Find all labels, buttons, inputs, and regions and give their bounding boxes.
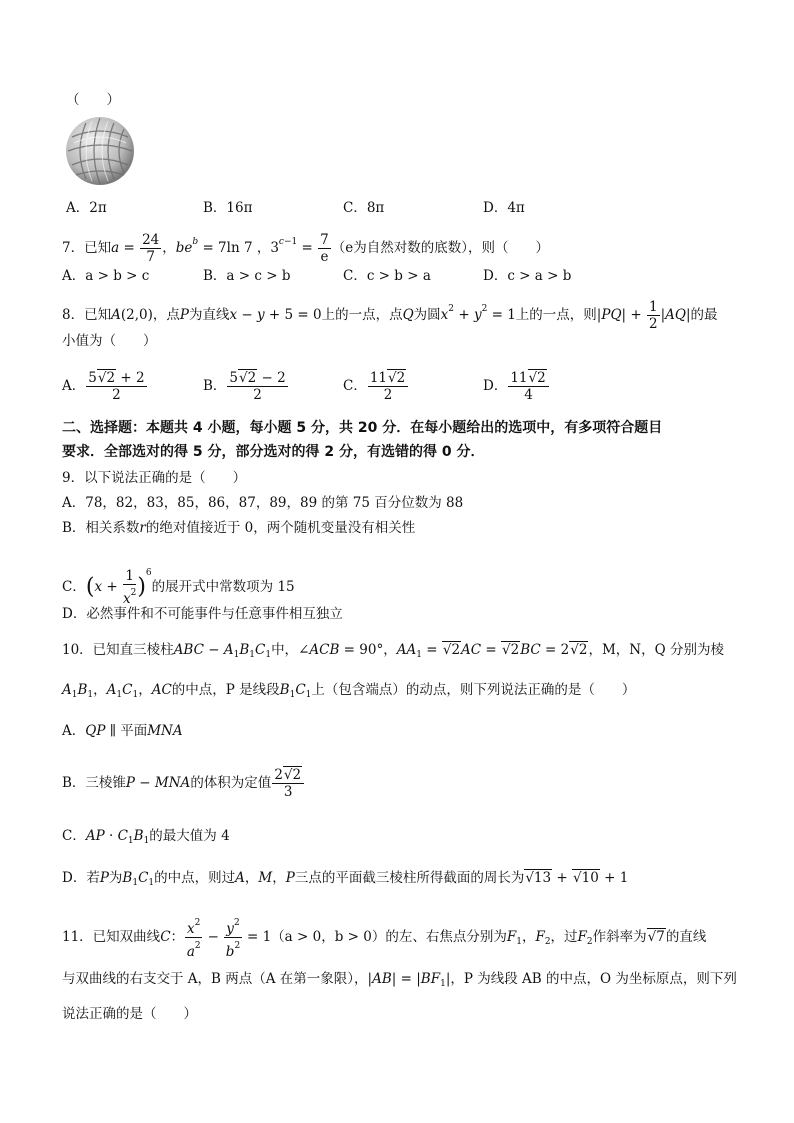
q8-option-a: A． $\frac{5√2 + 2}{2}$ — [62, 370, 145, 403]
q7-stem: 7．已知a = $\frac{24}{7}$ ，$be^b = 7\ln$ 7 ，$3^{c-1}$ = $\frac{7}{e}$ （e为自然对数的底数），则（ ） — [62, 232, 549, 265]
q8-stem: 8．已知A(2,0)，点P为直线x − y + 5 = 0上的一点，点Q为圆$x^2 + y^2 = 1$上的一点，则|PQ| + $\frac{1}{2}$ |AQ|的最 — [62, 299, 718, 332]
q6-option-a: A．2π — [66, 200, 107, 216]
q6-option-d: D．4π — [483, 200, 525, 216]
q10-stem-line2: $A_1B_1$，$A_1C_1$，AC的中点，P 是线段$B_1C_1$上（包含端点）的动点，则下列说法正确的是（ ） — [62, 682, 636, 700]
section-2-heading-line2: 要求．全部选对的得 5 分，部分选对的得 2 分，有选错的得 0 分． — [62, 444, 485, 460]
q11-stem: 11．已知双曲线C： $\frac{x^2}{a^2}$ − $\frac{y^2}{b^2}$ = 1（a > 0，b > 0）的左、右焦点分别为$F_1$，$F_2$，过$F_2$作斜率为√7的直线 — [62, 915, 706, 960]
q10-option-d: D．若P为$B_1C_1$的中点，则过A，M，P三点的平面截三棱柱所得截面的周长为√13 + √10 + 1 — [62, 870, 629, 888]
q9-stem: 9．以下说法正确的是（ ） — [62, 470, 247, 486]
q7-option-d: D．c > a > b — [483, 268, 572, 284]
q8-option-d: D． $\frac{11√2}{4}$ — [483, 368, 550, 404]
q7-option-b: B．a > c > b — [203, 268, 291, 284]
q10-option-b: B．三棱锥P − MNA的体积为定值 $\frac{2√2}{3}$ — [62, 765, 305, 801]
q9-option-d: D．必然事件和不可能事件与任意事件相互独立 — [62, 606, 343, 622]
q11-stem-line2: 与双曲线的右支交于 A，B 两点（A 在第一象限），$|AB| = |BF_1|$，P 为线段 AB 的中点，O 为坐标原点，则下列 — [62, 971, 737, 989]
q9-option-a: A．78，82，83，85，86，87，89，89 的第 75 百分位数为 88 — [62, 495, 464, 511]
q10-option-a: A．QP ∥ 平面MNA — [62, 723, 183, 739]
section-2-heading: 二、选择题：本题共 4 小题，每小题 5 分，共 20 分．在每小题给出的选项中，有多项符合题目 — [62, 420, 663, 436]
q8-stem-line2: 小值为（ ） — [62, 333, 157, 349]
q10-option-c: C．AP · $C_1B_1$的最大值为 4 — [62, 828, 230, 846]
q8-option-b: B． $\frac{5√2 - 2}{2}$ — [203, 370, 286, 403]
q9-option-c: C．(x + $\frac{1}{x^2}$ )$^6$的展开式中常数项为 15 — [62, 568, 295, 607]
q9-option-b: B．相关系数r的绝对值接近于 0，两个随机变量没有相关性 — [62, 520, 416, 536]
q7-option-c: C．c > b > a — [343, 268, 431, 284]
q7-option-a: A．a > b > c — [62, 268, 150, 284]
q11-stem-line3: 说法正确的是（ ） — [62, 1006, 197, 1022]
q6-option-b: B．16π — [203, 200, 253, 216]
q6-option-c: C．8π — [343, 200, 385, 216]
q8-option-c: C． $\frac{11√2}{2}$ — [343, 368, 409, 404]
woven-ball-image — [64, 115, 136, 187]
q6-stem-tail: （ ） — [66, 92, 120, 108]
q10-stem: 10．已知直三棱柱ABC − $A_1B_1C_1$中，∠ACB = 90°，$AA_1 = √2AC = √2BC = 2√2$，M，N，Q 分别为棱 — [62, 642, 724, 660]
